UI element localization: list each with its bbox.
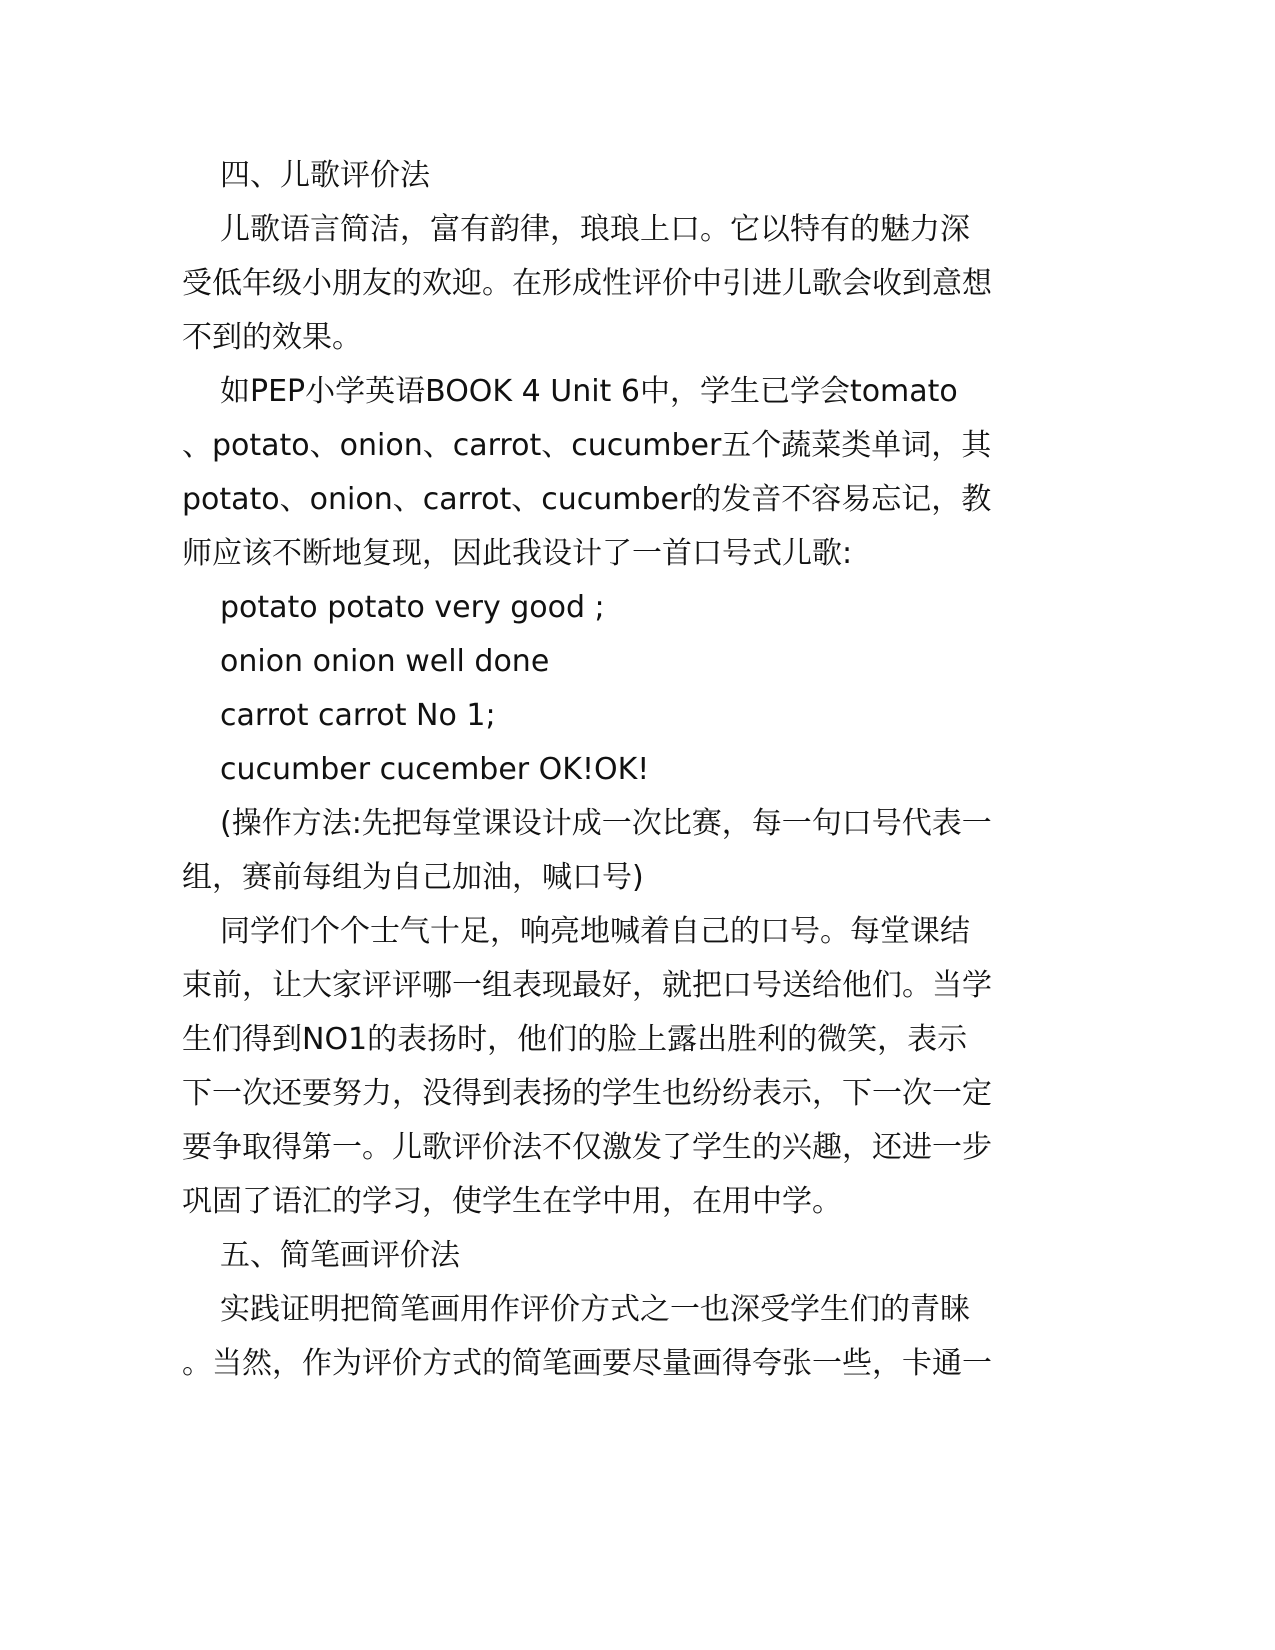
- paragraph-line: 组，赛前每组为自己加油，喊口号): [182, 860, 644, 895]
- rhyme-line: carrot carrot No 1;: [220, 698, 496, 733]
- section-heading-nursery-rhyme: 四、儿歌评价法: [220, 158, 430, 193]
- rhyme-line: potato potato very good ;: [220, 590, 605, 625]
- paragraph-line: 受低年级小朋友的欢迎。在形成性评价中引进儿歌会收到意想: [182, 266, 992, 301]
- paragraph-line: potato、onion、carrot、cucumber的发音不容易忘记，教: [182, 482, 992, 517]
- rhyme-line: cucumber cucember OK!OK!: [220, 752, 650, 787]
- paragraph-line: 巩固了语汇的学习，使学生在学中用，在用中学。: [182, 1184, 842, 1219]
- paragraph-line: 师应该不断地复现，因此我设计了一首口号式儿歌:: [182, 536, 853, 571]
- paragraph-line: 如PEP小学英语BOOK 4 Unit 6中，学生已学会tomato: [220, 374, 958, 409]
- paragraph-line: 实践证明把简笔画用作评价方式之一也深受学生们的青睐: [220, 1292, 970, 1327]
- paragraph-line: 生们得到NO1的表扬时，他们的脸上露出胜利的微笑，表示: [182, 1022, 968, 1057]
- rhyme-line: onion onion well done: [220, 644, 550, 679]
- paragraph-line: 儿歌语言简洁，富有韵律，琅琅上口。它以特有的魅力深: [220, 212, 970, 247]
- paragraph-line: 要争取得第一。儿歌评价法不仅激发了学生的兴趣，还进一步: [182, 1130, 992, 1165]
- paragraph-line: (操作方法:先把每堂课设计成一次比赛，每一句口号代表一: [220, 806, 992, 841]
- paragraph-line: 束前，让大家评评哪一组表现最好，就把口号送给他们。当学: [182, 968, 992, 1003]
- paragraph-line: 、potato、onion、carrot、cucumber五个蔬菜类单词，其: [182, 428, 992, 463]
- paragraph-line: 。当然，作为评价方式的简笔画要尽量画得夸张一些，卡通一: [182, 1346, 992, 1381]
- section-heading-stick-drawing: 五、简笔画评价法: [220, 1238, 460, 1273]
- paragraph-line: 同学们个个士气十足，响亮地喊着自己的口号。每堂课结: [220, 914, 970, 949]
- paragraph-line: 不到的效果。: [182, 320, 362, 355]
- paragraph-line: 下一次还要努力，没得到表扬的学生也纷纷表示，下一次一定: [182, 1076, 992, 1111]
